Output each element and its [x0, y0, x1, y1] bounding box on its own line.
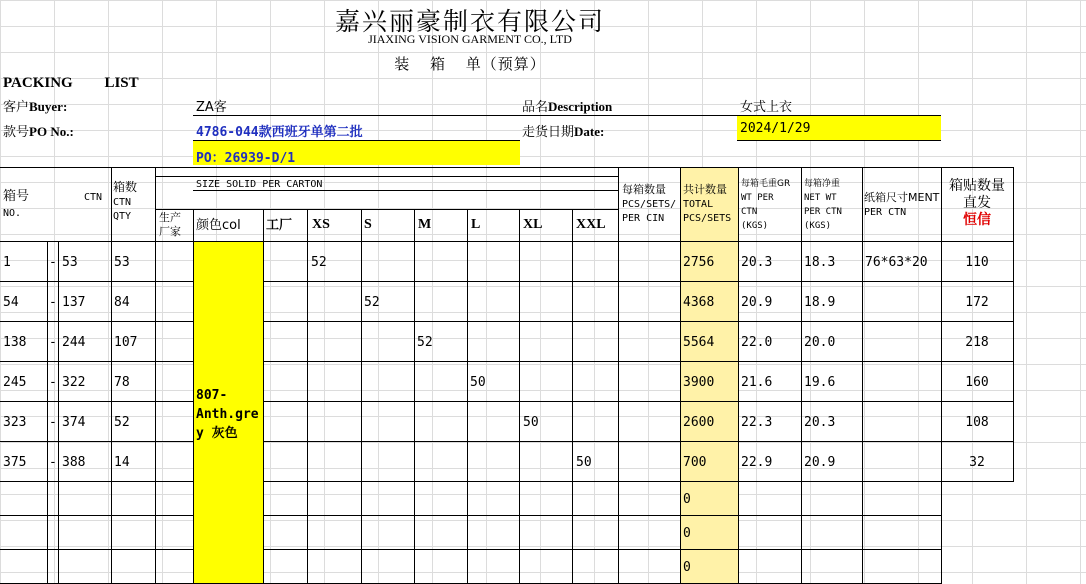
size-header-l: L [471, 217, 481, 232]
carton-dash: - [49, 375, 57, 390]
net-weight: 20.0 [804, 335, 836, 350]
description-value: 女式上衣 [740, 100, 793, 115]
total-pcs: 700 [683, 455, 707, 470]
po-value: PO：26939-D/1 [196, 151, 296, 166]
size-qty: 52 [364, 295, 380, 310]
carton-dash: - [49, 415, 57, 430]
size-header-m: M [418, 217, 432, 232]
label-qty: 32 [969, 455, 985, 470]
date-label: 走货日期Date: [522, 124, 605, 140]
gross-weight: 22.3 [741, 415, 773, 430]
net-weight-header: 每箱净重 NET WT PER CTN (KGS) [804, 179, 842, 231]
carton-qty: 53 [114, 255, 130, 270]
carton-from: 1 [3, 255, 11, 270]
document-title: 装 箱 单（预算） [394, 55, 546, 73]
net-weight: 19.6 [804, 375, 836, 390]
carton-qty: 52 [114, 415, 130, 430]
company-name-cn: 嘉兴丽豪制衣有限公司 [334, 7, 605, 36]
net-weight: 20.3 [804, 415, 836, 430]
size-qty: 50 [470, 375, 486, 390]
ctn-qty-header: 箱数 CTN QTY [113, 180, 138, 222]
label-qty: 108 [965, 415, 989, 430]
size-header-xl: XL [523, 217, 543, 232]
gross-weight: 20.3 [741, 255, 773, 270]
carton-from: 54 [3, 295, 19, 310]
gross-weight: 22.0 [741, 335, 773, 350]
factory-header: 生产厂家 [159, 211, 181, 238]
carton-qty: 14 [114, 455, 130, 470]
buyer-label: 客户Buyer: [3, 99, 68, 115]
carton-dash: - [49, 255, 57, 270]
net-weight: 18.9 [804, 295, 836, 310]
carton-to: 374 [62, 415, 86, 430]
carton-qty: 78 [114, 375, 130, 390]
packing-list-label: PACKING LIST [3, 75, 139, 91]
carton-dash: - [49, 335, 57, 350]
per-ctn-header: 每箱数量 PCS/SETS/ PER CIN [622, 183, 677, 224]
carton-from: 138 [3, 335, 27, 350]
size-qty: 50 [576, 455, 592, 470]
label-qty: 160 [965, 375, 989, 390]
carton-to: 322 [62, 375, 86, 390]
gross-weight: 21.6 [741, 375, 773, 390]
size-qty: 50 [523, 415, 539, 430]
description-label: 品名Description [522, 99, 613, 115]
carton-dash: - [49, 295, 57, 310]
size-header-s: S [364, 217, 372, 232]
measurement-header: 纸箱尺寸MENT PER CTN [864, 191, 940, 218]
total-pcs: 2756 [683, 255, 715, 270]
carton-no-header: 箱号 NO. [3, 189, 30, 219]
total-pcs-empty: 0 [683, 560, 691, 575]
carton-to: 388 [62, 455, 86, 470]
size-header-xxl: XXL [576, 217, 606, 232]
total-pcs: 2600 [683, 415, 715, 430]
label-qty-header: 箱贴数量 直发 恒信 [949, 178, 1005, 228]
ctn-header: CTN [84, 192, 103, 203]
style-label: 款号PO No.: [3, 124, 74, 140]
label-qty: 172 [965, 295, 989, 310]
color-value: 807- Anth.gre y 灰色 [196, 388, 259, 441]
carton-qty: 107 [114, 335, 138, 350]
size-qty: 52 [311, 255, 327, 270]
carton-from: 323 [3, 415, 27, 430]
total-pcs-empty: 0 [683, 526, 691, 541]
total-pcs: 5564 [683, 335, 715, 350]
size-solid-header: SIZE SOLID PER CARTON [196, 179, 323, 190]
date-value: 2024/1/29 [740, 121, 811, 136]
net-weight: 18.3 [804, 255, 836, 270]
carton-measurement: 76*63*20 [865, 255, 928, 270]
carton-to: 137 [62, 295, 86, 310]
label-qty: 218 [965, 335, 989, 350]
gross-weight: 22.9 [741, 455, 773, 470]
carton-dash: - [49, 455, 57, 470]
label-qty: 110 [965, 255, 989, 270]
carton-to: 244 [62, 335, 86, 350]
color-header: 颜色col [196, 218, 241, 233]
carton-from: 245 [3, 375, 27, 390]
total-header: 共计数量 TOTAL PCS/SETS [683, 183, 732, 224]
size-header-xs: XS [312, 217, 330, 232]
workshop-header: 工厂 [266, 218, 293, 233]
total-pcs: 4368 [683, 295, 715, 310]
carton-qty: 84 [114, 295, 130, 310]
company-name-en: JIAXING VISION GARMENT CO., LTD [368, 32, 572, 46]
total-pcs: 3900 [683, 375, 715, 390]
gross-weight-header: 每箱毛重GR WT PER CTN (KGS) [741, 179, 791, 231]
net-weight: 20.9 [804, 455, 836, 470]
carton-from: 375 [3, 455, 27, 470]
buyer-value: ZA客 [196, 100, 227, 115]
carton-to: 53 [62, 255, 78, 270]
size-qty: 52 [417, 335, 433, 350]
total-pcs-empty: 0 [683, 492, 691, 507]
style-value: 4786-044款西班牙单第二批 [196, 125, 363, 140]
gross-weight: 20.9 [741, 295, 773, 310]
